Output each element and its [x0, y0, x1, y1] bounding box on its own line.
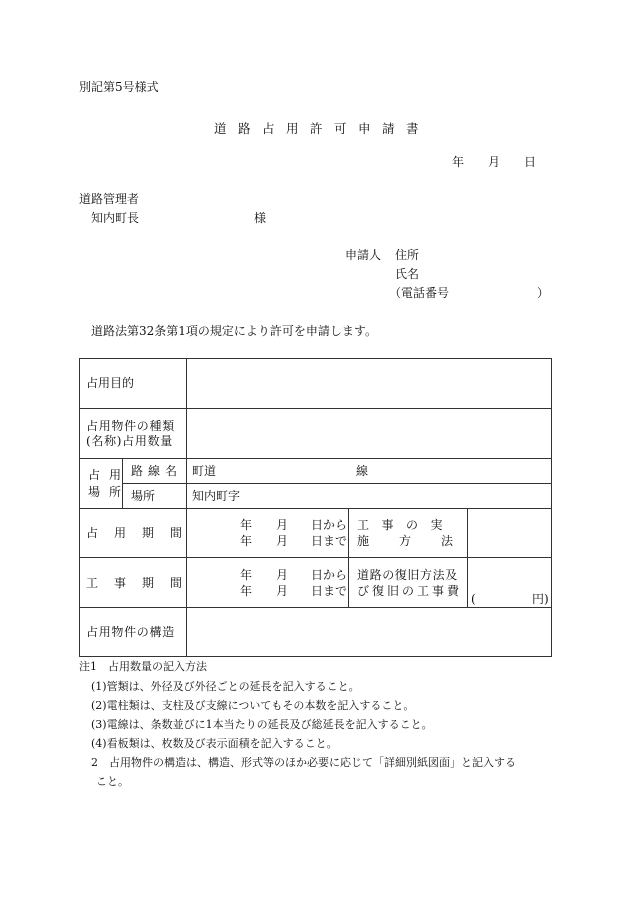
period-from-year: 年 [240, 518, 253, 532]
restore-label-line2: び復旧の工事費 [357, 584, 463, 598]
location-label-top: 占用 [88, 468, 131, 482]
item-kind-label-line2: (名称)占用数量 [86, 434, 173, 448]
work-from-year: 年 [240, 568, 253, 582]
method-field[interactable] [469, 510, 550, 556]
item-kind-field[interactable] [188, 410, 550, 457]
applicant-label: 申請人 [345, 248, 382, 262]
date-year-field[interactable] [410, 152, 450, 170]
place-label [131, 489, 181, 504]
location-label-bottom: 場所 [88, 485, 131, 499]
method-label-line2: 施方法 [357, 534, 484, 548]
note-item: (2)電柱類は、支柱及び支線についてもその本数を記入すること。 [91, 699, 415, 712]
note-item: (1)管類は、外径及び外径ごとの延長を記入すること。 [91, 680, 360, 693]
work-to-year: 年 [240, 584, 253, 598]
table-border-top [79, 358, 552, 359]
date-day-field[interactable] [498, 152, 522, 170]
item-kind-label-line1: 占用物件の種類 [86, 419, 175, 433]
route-prefix: 町道 [192, 464, 217, 478]
date-month-field[interactable] [462, 152, 486, 170]
work-from-day: 日から [311, 568, 348, 582]
mayor-label: 知内町長 [91, 211, 140, 225]
cost-field[interactable] [478, 588, 530, 606]
form-title: 道路占用許可申請書 [214, 121, 431, 136]
note-item: (4)看板類は、枚数及び表示面積を記入すること。 [91, 737, 338, 750]
structure-field[interactable] [188, 609, 550, 655]
place-label-text: 場所 [131, 489, 156, 503]
date-year-label: 年 [452, 155, 465, 169]
purpose-label [86, 376, 180, 391]
column-divider [467, 508, 468, 608]
work-period-date-field[interactable] [200, 564, 340, 600]
intro-text: 道路法第32条第1項の規定により許可を申請します。 [91, 324, 377, 338]
cost-unit: 円) [532, 592, 549, 606]
method-label-line1: 工事の実 [357, 518, 456, 532]
applicant-name-label: 氏名 [395, 267, 420, 281]
date-day-label: 日 [524, 155, 537, 169]
row-divider [79, 508, 552, 509]
work-from-month: 月 [276, 568, 289, 582]
row-divider [79, 607, 552, 608]
column-divider [186, 358, 187, 657]
work-period-label: 工事期間 [86, 576, 199, 590]
applicant-phone-label: （電話番号 [389, 286, 450, 300]
route-suffix: 線 [356, 464, 369, 478]
date-month-label: 月 [488, 155, 501, 169]
note2-line2: こと。 [96, 775, 129, 788]
purpose-field[interactable] [188, 360, 550, 407]
route-name-label: 路線名 [131, 464, 183, 478]
work-to-day: 日まで [311, 584, 348, 598]
work-to-month: 月 [276, 584, 289, 598]
applicant-address-label: 住所 [395, 248, 420, 262]
period-from-month: 月 [276, 518, 289, 532]
restore-label-line1: 道路の復旧方法及 [357, 568, 458, 582]
period-label: 占用期間 [86, 526, 199, 540]
applicant-name-field[interactable] [426, 264, 550, 282]
place-field[interactable] [244, 485, 550, 507]
purpose-label-text: 占用目的 [86, 376, 135, 390]
column-divider [122, 458, 123, 509]
period-date-field[interactable] [200, 514, 340, 550]
applicant-phone-close: ） [537, 286, 550, 300]
form-number: 別記第5号様式 [79, 80, 159, 94]
period-from-day: 日から [311, 518, 348, 532]
applicant-address-field[interactable] [426, 245, 550, 263]
note2-line1: 2 占用物件の構造は、構造、形式等のほか必要に応じて「詳細別紙図面」と記入する [91, 756, 516, 769]
period-to-month: 月 [276, 534, 289, 548]
note1-heading: 注1 占用数量の記入方法 [79, 660, 207, 673]
row-divider [79, 458, 552, 459]
row-divider [79, 408, 552, 409]
row-divider [79, 557, 552, 558]
period-to-year: 年 [240, 534, 253, 548]
column-divider [348, 508, 349, 608]
route-name-field[interactable] [218, 460, 352, 482]
structure-label: 占用物件の構造 [86, 625, 175, 639]
note-item: (3)電線は、条数並びに1本当たりの延長及び総延長を記入すること。 [91, 718, 433, 731]
place-prefix: 知内町字 [192, 489, 241, 503]
applicant-phone-field[interactable] [452, 283, 534, 301]
table-border-bottom [79, 656, 552, 657]
period-to-day: 日まで [311, 534, 348, 548]
honorific-label: 様 [254, 211, 267, 225]
road-manager-label: 道路管理者 [79, 192, 140, 206]
cost-open-paren: ( [471, 592, 476, 606]
